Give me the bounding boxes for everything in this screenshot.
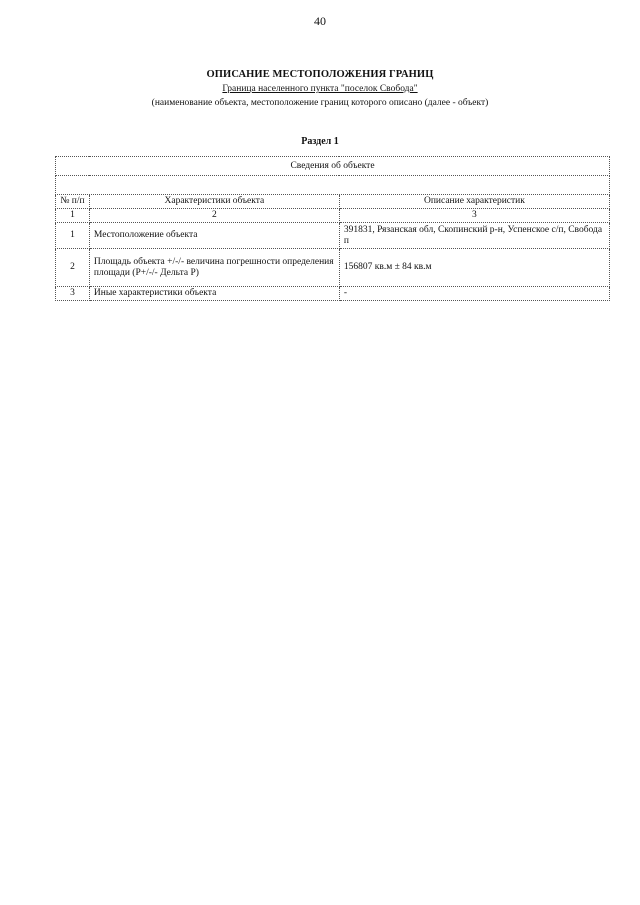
document-title: ОПИСАНИЕ МЕСТОПОЛОЖЕНИЯ ГРАНИЦ <box>206 69 434 80</box>
row-characteristic: Иные характеристики объекта <box>89 287 339 301</box>
object-info-table <box>55 156 610 301</box>
column-number: 1 <box>56 209 90 223</box>
column-number-row <box>56 209 610 223</box>
row-num: 1 <box>56 223 90 249</box>
column-number: 3 <box>339 209 609 223</box>
header-description: Описание характеристик <box>339 195 609 209</box>
table-spacer <box>56 176 610 195</box>
table-row <box>56 287 610 301</box>
column-number: 2 <box>89 209 339 223</box>
row-num: 3 <box>56 287 90 301</box>
document-note: (наименование объекта, местоположение границ которого описано (далее - объект) <box>151 98 489 108</box>
table-spacer-row <box>56 176 610 195</box>
table-caption: Сведения об объекте <box>56 157 610 176</box>
header-num: № п/п <box>56 195 90 209</box>
section-title: Раздел 1 <box>301 136 339 147</box>
header-characteristic: Характеристики объекта <box>89 195 339 209</box>
row-description: 156807 кв.м ± 84 кв.м <box>339 249 609 287</box>
row-num: 2 <box>56 249 90 287</box>
row-characteristic: Местоположение объекта <box>89 223 339 249</box>
table-caption-row <box>56 157 610 176</box>
row-description: - <box>339 287 609 301</box>
table-row <box>56 223 610 249</box>
table-row <box>56 249 610 287</box>
table-header-row <box>56 195 610 209</box>
row-description: 391831, Рязанская обл, Скопинский р-н, Успенское с/п, Свобода п <box>339 223 609 249</box>
document-subtitle: Граница населенного пункта "поселок Свобода" <box>222 84 418 94</box>
page-number: 40 <box>314 14 326 28</box>
row-characteristic: Площадь объекта +/-/- величина погрешности определения площади (Р+/-/- Дельта Р) <box>89 249 339 287</box>
